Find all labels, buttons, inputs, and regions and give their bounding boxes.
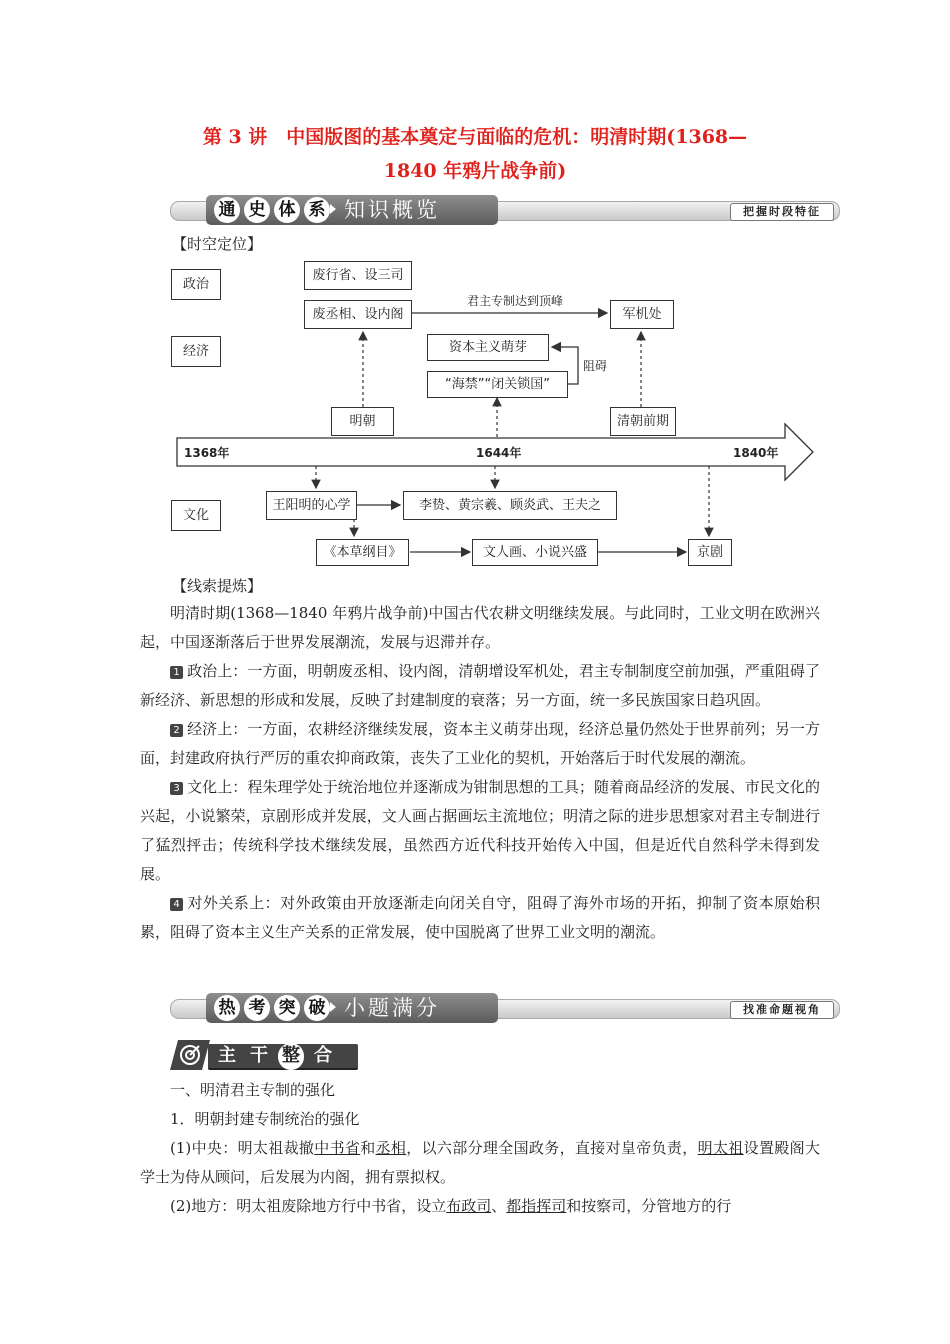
heading-2: 1．明朝封建专制统治的强化 xyxy=(170,1110,360,1128)
item-text: 设置殿阁大学士为侍从顾问，后发展为内阁，拥有票拟权。 xyxy=(140,1139,820,1186)
label-timespace: 【时空定位】 xyxy=(172,235,263,253)
box-bencao: 《本草纲目》 xyxy=(316,539,409,566)
point-paragraph xyxy=(140,889,820,947)
banner-char: 体 xyxy=(274,197,300,223)
category-politics: 政治 xyxy=(171,269,221,300)
subsection-label xyxy=(170,1040,365,1070)
box-zibenzhuyi: 资本主义萌芽 xyxy=(427,334,549,361)
section-banner-hotspots xyxy=(170,993,840,1023)
number-badge: 2 xyxy=(170,724,183,737)
item-text: 和 xyxy=(360,1139,376,1157)
item-local xyxy=(140,1192,820,1221)
item-text: (1)中央：明太祖裁撤 xyxy=(170,1139,315,1157)
label-char: 合 xyxy=(314,1045,332,1066)
category-economy: 经济 xyxy=(171,336,221,367)
banner-char: 史 xyxy=(244,197,270,223)
box-feichengxiang: 废丞相、设内阁 xyxy=(304,300,412,329)
banner-char: 破 xyxy=(304,995,330,1021)
point-text: 经济上：一方面，农耕经济继续发展，资本主义萌芽出现，经济总量仍然处于世界前列；另一方面，封建政府执行严厉的重农抑商政策，丧失了工业化的契机，开始落后于时代发展的潮流。 xyxy=(140,720,820,767)
banner-subtitle: 知识概览 xyxy=(344,198,440,222)
underlined-term: 都指挥司 xyxy=(506,1197,567,1215)
underlined-term: 明太祖 xyxy=(697,1139,744,1157)
label-char: 干 xyxy=(250,1045,268,1066)
banner-tag: 把握时段特征 xyxy=(730,203,834,221)
point-text: 对外关系上：对外政策由开放逐渐走向闭关自守，阻碍了海外市场的开拓，抑制了资本原始积累，阻碍了资本主义生产关系的正常发展，使中国脱离了世界工业文明的潮流。 xyxy=(140,894,820,941)
banner-char: 突 xyxy=(274,995,300,1021)
main-body xyxy=(140,1076,820,1221)
box-sixiangjia: 李贽、黄宗羲、顾炎武、王夫之 xyxy=(403,491,617,520)
underlined-term: 中书省 xyxy=(314,1139,361,1157)
label-char-highlight: 整 xyxy=(278,1043,304,1070)
timeline-mid: 1644年 xyxy=(476,446,522,460)
underlined-term: 丞相 xyxy=(375,1139,407,1157)
box-wangyangming: 王阳明的心学 xyxy=(266,491,357,520)
category-culture: 文化 xyxy=(171,500,221,531)
banner-char: 考 xyxy=(244,995,270,1021)
item-text: ，以六部分理全国政务，直接对皇帝负责， xyxy=(406,1139,698,1157)
banner-char: 系 xyxy=(304,197,330,223)
box-junjichu: 军机处 xyxy=(610,300,674,329)
banner-char: 通 xyxy=(214,197,240,223)
box-qingchuqian: 清朝前期 xyxy=(610,407,676,436)
box-jingju: 京剧 xyxy=(688,539,732,566)
point-paragraph xyxy=(140,657,820,715)
label-clues: 【线索提炼】 xyxy=(172,577,263,595)
intro-paragraph: 明清时期(1368—1840 年鸦片战争前)中国古代农耕文明继续发展。与此同时，工业文明在欧洲兴起，中国逐渐落后于世界发展潮流，发展与迟滞并存。 xyxy=(140,604,820,651)
box-haijin: “海禁”“闭关锁国” xyxy=(427,371,568,398)
number-badge: 1 xyxy=(170,666,183,679)
item-text: (2)地方：明太祖废除地方行中书省，设立 xyxy=(170,1197,447,1215)
box-wenrenhua: 文人画、小说兴盛 xyxy=(472,539,598,566)
timeline-start: 1368年 xyxy=(184,446,230,460)
point-paragraph xyxy=(140,715,820,773)
banner-arrow-icon xyxy=(330,1002,336,1012)
clues-body xyxy=(140,599,820,947)
banner-tag: 找准命题视角 xyxy=(730,1001,834,1019)
point-paragraph xyxy=(140,773,820,889)
underlined-term: 布政司 xyxy=(446,1197,492,1215)
point-text: 文化上：程朱理学处于统治地位并逐渐成为钳制思想的工具；随着商品经济的发展、市民文化的兴起，小说繁荣，京剧形成并发展，文人画占据画坛主流地位；明清之际的进步思想家对君主专制进行了猛烈抨击；传统科学技术继续发展，虽然西方近代科技开始传入中国，但是近代自然科学未得到发展。 xyxy=(140,778,820,883)
heading-1: 一、明清君主专制的强化 xyxy=(170,1081,336,1099)
label-char: 主 xyxy=(218,1045,236,1066)
label-chars xyxy=(214,1042,336,1070)
timeline-diagram xyxy=(0,0,950,600)
arrow-label-peak: 君主专制达到顶峰 xyxy=(466,294,563,308)
point-text: 政治上：一方面，明朝废丞相、设内阁，清朝增设军机处，君主专制制度空前加强，严重阻碍了新经济、新思想的形成和发展，反映了封建制度的衰落；另一方面，统一多民族国家日趋巩固。 xyxy=(140,662,820,709)
label-hinder: 阻碍 xyxy=(583,359,608,373)
number-badge: 4 xyxy=(170,898,183,911)
number-badge: 3 xyxy=(170,782,183,795)
banner-char: 热 xyxy=(214,995,240,1021)
target-icon xyxy=(178,1043,202,1067)
item-text: 、 xyxy=(491,1197,507,1215)
box-mingchao: 明朝 xyxy=(331,407,394,436)
banner-chars xyxy=(214,995,330,1021)
item-central xyxy=(140,1134,820,1192)
banner-subtitle: 小题满分 xyxy=(344,996,440,1020)
item-text: 和按察司，分管地方的行 xyxy=(566,1197,732,1215)
timeline-end: 1840年 xyxy=(733,446,779,460)
box-feixingsheng: 废行省、设三司 xyxy=(304,261,412,290)
title-line-1: 第 3 讲 中国版图的基本奠定与面临的危机：明清时期(1368— xyxy=(202,126,748,148)
title-line-2: 1840 年鸦片战争前) xyxy=(383,160,567,182)
